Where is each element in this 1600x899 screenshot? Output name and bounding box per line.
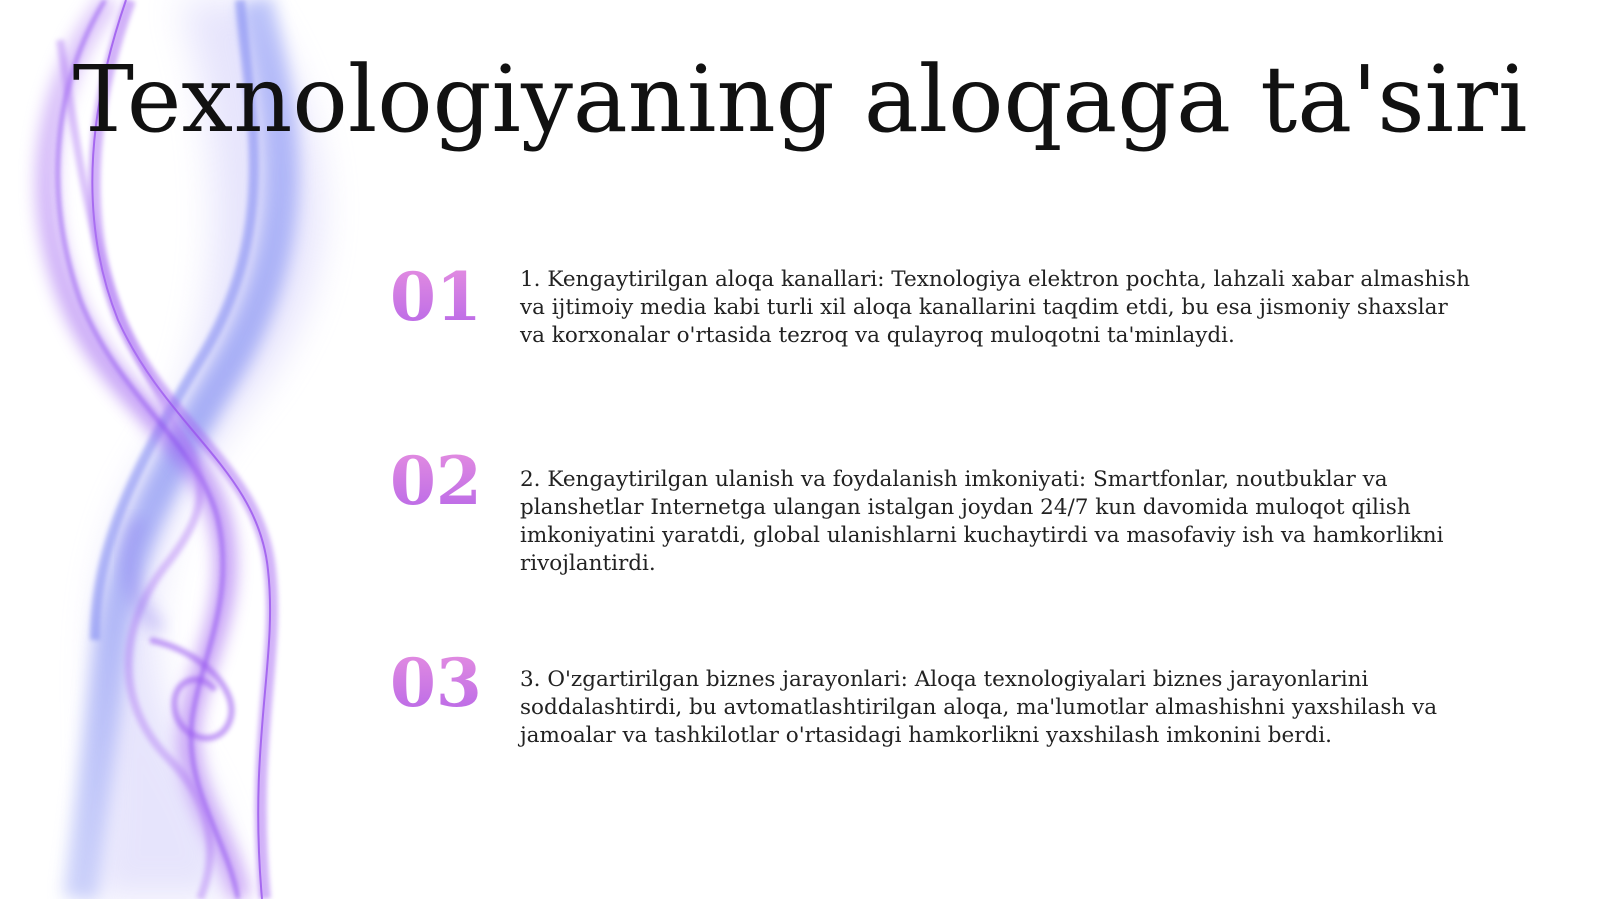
item-number: 01	[390, 258, 482, 336]
item-text: 3. O'zgartirilgan biznes jarayonlari: Aloqa texnologiyalari biznes jarayonlarini soddalashtirdi, bu avtomatlashtirilgan aloqa, ma'lumotlar almashishni yaxshilash va jamoalar va tashkilotlar o'rtasidagi hamkorlikni yaxshilash imkonini berdi.	[520, 667, 1438, 748]
item-text: 2. Kengaytirilgan ulanish va foydalanish imkoniyati: Smartfonlar, noutbuklar va planshetlar Internetga ulangan istalgan joydan 24/7 kun davomida muloqot qilish imkoniyatini yaratdi, global ulanishlarni kuchaytirdi va masofaviy ish va hamkorlikni rivojlantirdi.	[520, 467, 1444, 576]
slide-title: Texnologiyaning aloqaga ta'siri	[72, 46, 1528, 153]
item-number: 02	[390, 442, 482, 520]
item-number: 03	[390, 644, 482, 722]
item-text: 1. Kengaytirilgan aloqa kanallari: Texnologiya elektron pochta, lahzali xabar almashish va ijtimoiy media kabi turli xil aloqa kanallarini taqdim etdi, bu esa jismoniy shaxslar va korxonalar o'rtasida tezroq va qulayroq muloqotni ta'minlaydi.	[520, 267, 1470, 348]
